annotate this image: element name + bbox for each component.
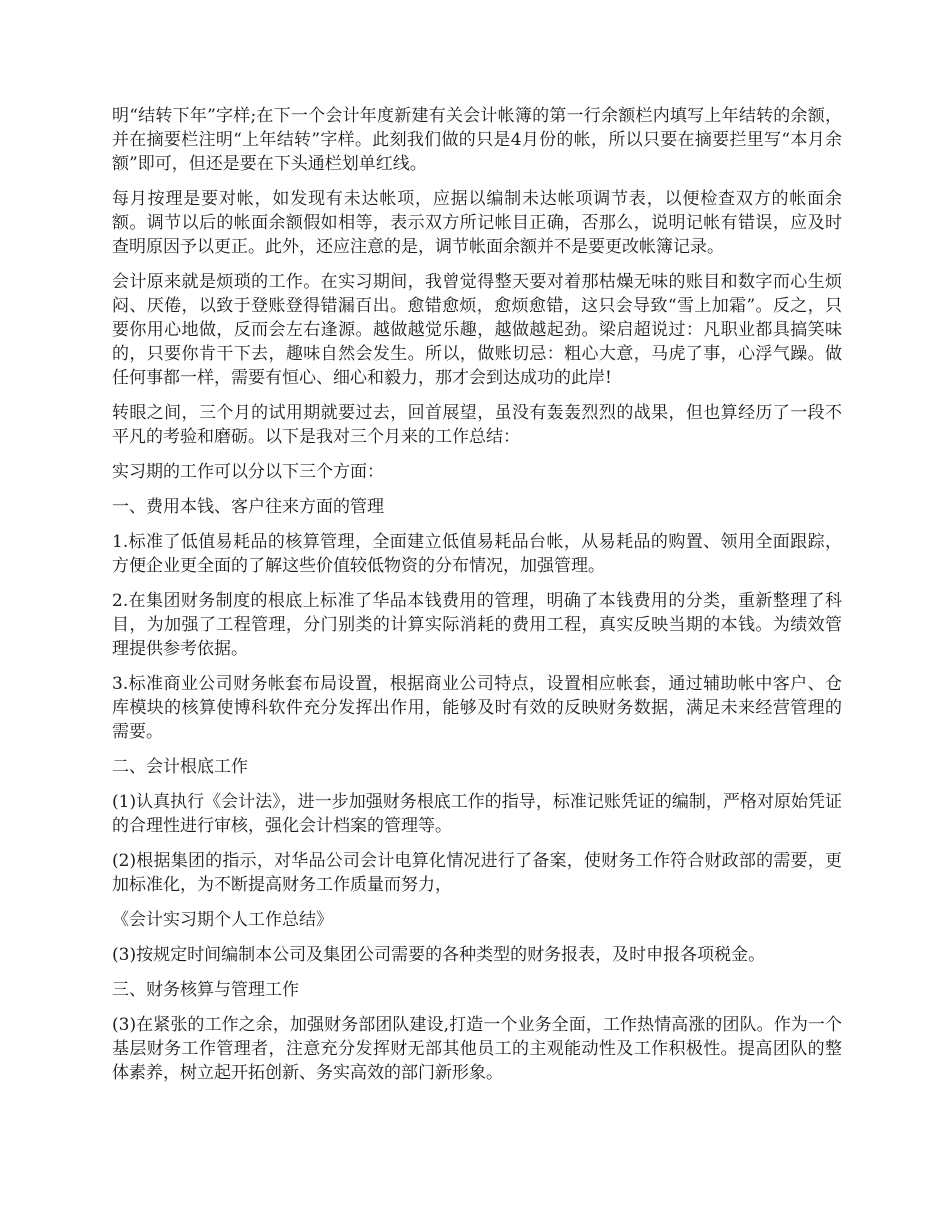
list-item-financial-reports: (3)按规定时间编制本公司及集团公司需要的各种类型的财务报表，及时申报各项税金。 — [112, 945, 766, 965]
list-item-cost-expenses: 2.在集团财务制度的根底上标准了华品本钱费用的管理，明确了本钱费用的分类，重新整理了科目，为加强了工程管理，分门别类的计算实际消耗的费用工程，真实反映当期的本钱。为绩效管理提供参考依据。 — [112, 591, 842, 659]
paragraph-three-aspects: 实习期的工作可以分以下三个方面： — [112, 462, 384, 482]
section-heading-accounting-basics: 二、会计根底工作 — [112, 757, 248, 777]
section-heading-cost-management: 一、费用本钱、客户往来方面的管理 — [112, 497, 384, 517]
list-item-account-setup: 3.标准商业公司财务帐套布局设置，根据商业公司特点，设置相应帐套，通过辅助帐中客户、仓库模块的核算使博科软件充分发挥出作用，能够及时有效的反映财务数据，满足未来经营管理的需要。 — [112, 674, 842, 742]
paragraph-accounting-tedious: 会计原来就是烦琐的工作。在实习期间，我曾觉得整天要对着那枯燥无味的账目和数字而心生烦闷、厌倦，以致于登账登得错漏百出。愈错愈烦，愈烦愈错，这只会导致“雪上加霜”。反之，只要你用心地做，反而会左右逢源。越做越觉乐趣，越做越起劲。梁启超说过：凡职业都具搞笑味的，只要你肯干下去，趣味自然会发生。所以，做账切忌：粗心大意，马虎了事，心浮气躁。做任何事都一样，需要有恒心、细心和毅力，那才会到达成功的此岸! — [112, 272, 842, 388]
list-item-accounting-law: (1)认真执行《会计法》，进一步加强财务根底工作的指导，标准记账凭证的编制，严格对原始凭证的合理性进行审核，强化会计档案的管理等。 — [112, 792, 842, 836]
paragraph-carry-forward: 明“结转下年”字样;在下一个会计年度新建有关会计帐簿的第一行余额栏内填写上年结转的余额，并在摘要栏注明“上年结转”字样。此刻我们做的只是4月份的帐，所以只要在摘要拦里写“本月余额”即可，但还是要在下头通栏划单红线。 — [112, 106, 842, 174]
list-item-consumables: 1.标准了低值易耗品的核算管理，全面建立低值易耗品台帐，从易耗品的购置、领用全面跟踪，方便企业更全面的了解这些价值较低物资的分布情况，加强管理。 — [112, 532, 842, 576]
paragraph-probation-summary: 转眼之间，三个月的试用期就要过去，回首展望，虽没有轰轰烈烈的战果，但也算经历了一段不平凡的考验和磨砺。以下是我对三个月来的工作总结： — [112, 403, 842, 447]
list-item-computerization: (2)根据集团的指示，对华品公司会计电算化情况进行了备案，使财务工作符合财政部的需要，更加标准化，为不断提高财务工作质量而努力， — [112, 851, 842, 895]
section-heading-financial-accounting: 三、财务核算与管理工作 — [112, 980, 299, 1000]
list-item-team-building: (3)在紧张的工作之余，加强财务部团队建设,打造一个业务全面，工作热情高涨的团队。作为一个基层财务工作管理者，注意充分发挥财无部其他员工的主观能动性及工作积极性。提高团队的整体素养，树立起开拓创新、务实高效的部门新形象。 — [112, 1015, 842, 1083]
document-body — [112, 104, 842, 1096]
document-title-reference: 《会计实习期个人工作总结》 — [112, 910, 333, 930]
paragraph-reconciliation: 每月按理是要对帐，如发现有未达帐项，应据以编制未达帐项调节表，以便检查双方的帐面余额。调节以后的帐面余额假如相等，表示双方所记帐目正确，否那么，说明记帐有错误，应及时查明原因予以更正。此外，还应注意的是，调节帐面余额并不是要更改帐簿记录。 — [112, 189, 842, 257]
